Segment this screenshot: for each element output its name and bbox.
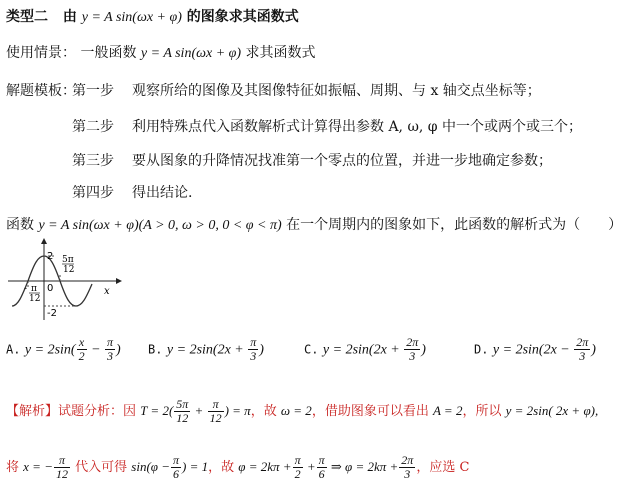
option-c-pre: y = 2sin(2x + bbox=[322, 342, 404, 358]
title-prefix: 由 bbox=[62, 9, 77, 25]
option-b-pre: y = 2sin(2x + bbox=[166, 342, 248, 358]
analysis-l2-tail: ，应选 C bbox=[416, 460, 470, 475]
analysis-l2-a: 将 bbox=[6, 460, 20, 475]
analysis-l2-c: ，故 bbox=[208, 460, 235, 475]
option-b-post: ) bbox=[259, 342, 264, 358]
analysis-l2-sin: sin(φ − bbox=[131, 459, 170, 474]
analysis-l2-eq: ) = 1 bbox=[182, 459, 209, 474]
analysis-f1num: 5π bbox=[176, 397, 189, 411]
analysis-tag: 【解析】 bbox=[6, 404, 59, 419]
origin-label: 0 bbox=[47, 283, 54, 294]
analysis-l1-c: ，借助图象可以看出 bbox=[311, 404, 429, 419]
option-a-pre: y = 2sin( bbox=[24, 342, 76, 358]
option-a-gnum: π bbox=[107, 335, 114, 349]
y-axis-arrow bbox=[41, 238, 47, 244]
analysis-f3num: π bbox=[54, 454, 70, 468]
option-c-post: ) bbox=[421, 342, 426, 358]
usage-formula: y = A sin(ωx + φ) bbox=[140, 46, 242, 61]
analysis-l1-a: 试题分析：因 bbox=[58, 404, 137, 419]
analysis-f7num: 2π bbox=[401, 453, 414, 467]
usage-text-suffix: 求其函数式 bbox=[245, 45, 316, 61]
option-a-gden: 3 bbox=[107, 349, 114, 363]
analysis-l2-arrow: ⇒ φ = 2kπ + bbox=[327, 459, 399, 474]
option-b-letter: B. bbox=[148, 342, 163, 357]
analysis-f4num: π bbox=[173, 453, 180, 467]
option-d-letter: D. bbox=[474, 342, 489, 357]
analysis-f2num: π bbox=[208, 398, 224, 412]
option-d-post: ) bbox=[591, 342, 596, 358]
option-c-gden: 3 bbox=[409, 349, 416, 363]
analysis-line-2 bbox=[6, 454, 469, 481]
y-max-label: 2 bbox=[47, 251, 54, 262]
sine-graph bbox=[4, 236, 124, 324]
analysis-f6den: 6 bbox=[318, 467, 325, 481]
analysis-f2den: 12 bbox=[209, 411, 222, 425]
analysis-f6num: π bbox=[318, 453, 325, 467]
analysis-f3den: 12 bbox=[55, 467, 68, 481]
option-c-gnum: 2π bbox=[406, 335, 419, 349]
option-a[interactable] bbox=[6, 336, 121, 363]
problem-formula: y = A sin(ωx + φ)(A > 0, ω > 0, 0 < φ < π) bbox=[38, 218, 282, 233]
usage-text-prefix: 一般函数 bbox=[80, 45, 137, 61]
analysis-l1-eq: ) = π bbox=[224, 403, 251, 418]
template-label: 解题模板： bbox=[6, 83, 76, 99]
analysis-l2-plus: + bbox=[303, 459, 316, 474]
step-3-name: 第三步 bbox=[72, 153, 114, 169]
analysis-line-1 bbox=[6, 398, 598, 425]
type-label: 类型二 bbox=[6, 9, 48, 25]
option-d[interactable] bbox=[474, 336, 596, 363]
option-a-fden: 2 bbox=[78, 349, 85, 363]
analysis-f4den: 6 bbox=[173, 467, 179, 481]
x-left-sign: - bbox=[24, 284, 28, 294]
title-formula: y = A sin(ωx + φ) bbox=[81, 10, 182, 25]
analysis-A: A = 2 bbox=[432, 403, 463, 418]
analysis-plus: + bbox=[191, 403, 207, 418]
x-axis-arrow bbox=[116, 278, 122, 284]
analysis-l2-phi: φ = 2kπ + bbox=[238, 459, 292, 474]
title-suffix: 的图象求其函数式 bbox=[186, 9, 299, 25]
step-2-text: 利用特殊点代入函数解析式计算得出参数 A, ω, φ 中一个或两个或三个； bbox=[132, 119, 583, 135]
analysis-period-formula: T = 2( bbox=[140, 403, 174, 418]
analysis-f5num: π bbox=[294, 453, 301, 467]
option-b-gden: 3 bbox=[250, 349, 257, 363]
analysis-l1-d: ，所以 bbox=[462, 404, 502, 419]
x-left-den: 12 bbox=[29, 294, 41, 304]
analysis-f7den: 3 bbox=[404, 467, 411, 481]
problem-suffix: 在一个周期内的图象如下，此函数的解析式为（ ） bbox=[286, 217, 623, 233]
option-b[interactable] bbox=[148, 336, 264, 363]
analysis-f5den: 2 bbox=[294, 467, 301, 481]
option-d-pre: y = 2sin(2x − bbox=[492, 342, 574, 358]
option-d-gden: 3 bbox=[579, 349, 586, 363]
option-c[interactable] bbox=[304, 336, 426, 363]
step-1-text: 观察所给的图像及其图像特征如振幅、周期、与 x 轴交点坐标等； bbox=[132, 83, 541, 99]
option-a-mid: − bbox=[87, 342, 105, 358]
option-a-fnum: x bbox=[77, 336, 87, 350]
step-4-name: 第四步 bbox=[72, 185, 114, 201]
step-1-name: 第一步 bbox=[72, 83, 114, 99]
x-axis-label: x bbox=[104, 286, 110, 297]
usage-line bbox=[6, 42, 316, 62]
analysis-l2-x: x = − bbox=[23, 459, 53, 474]
option-b-gnum: π bbox=[250, 335, 257, 349]
x-left-num: π bbox=[31, 284, 37, 294]
option-a-post: ) bbox=[116, 342, 121, 358]
x-right-den: 12 bbox=[63, 265, 75, 275]
option-a-letter: A. bbox=[6, 342, 21, 357]
usage-label: 使用情景： bbox=[6, 45, 76, 61]
analysis-omega: ω = 2 bbox=[280, 403, 312, 418]
problem-line bbox=[6, 214, 622, 234]
analysis-f1den: 12 bbox=[176, 411, 189, 425]
analysis-l1-b: ，故 bbox=[250, 404, 277, 419]
option-d-gnum: 2π bbox=[576, 335, 589, 349]
step-4-text: 得出结论. bbox=[132, 185, 193, 201]
section-title bbox=[6, 6, 299, 26]
step-3-text: 要从图象的升降情况找准第一个零点的位置，并进一步地确定参数； bbox=[132, 153, 552, 169]
y-min-label: -2 bbox=[47, 308, 57, 319]
step-2-name: 第二步 bbox=[72, 119, 114, 135]
x-right-num: 5π bbox=[62, 255, 74, 265]
analysis-l1-e: y = 2sin( 2x + φ), bbox=[505, 403, 599, 418]
problem-prefix: 函数 bbox=[6, 217, 34, 233]
analysis-l2-b: 代入可得 bbox=[75, 460, 128, 475]
option-c-letter: C. bbox=[304, 342, 319, 357]
